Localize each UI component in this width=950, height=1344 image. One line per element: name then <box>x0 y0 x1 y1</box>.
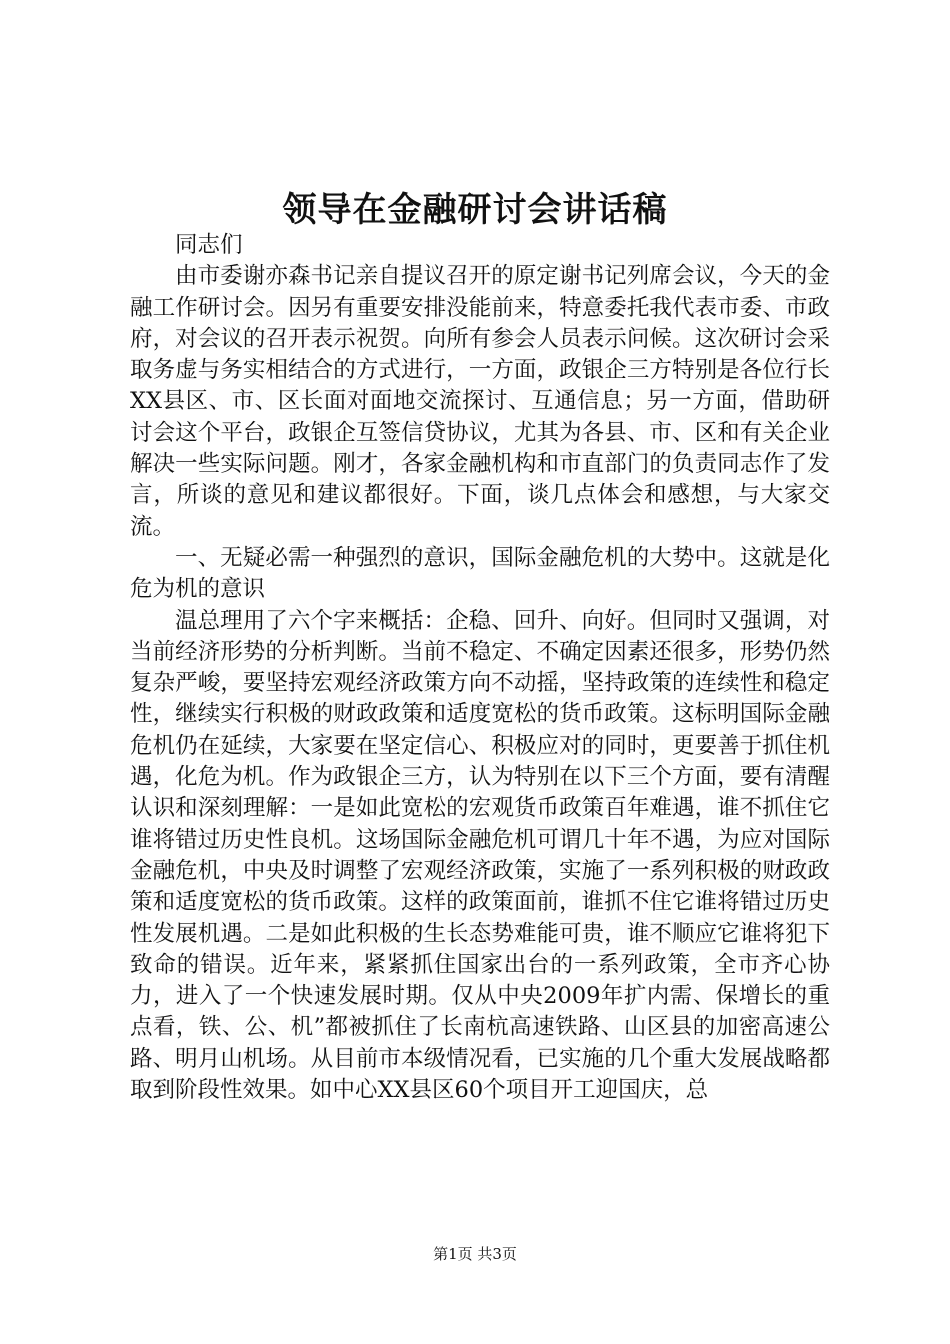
body-paragraph: 温总理用了六个字来概括：企稳、回升、向好。但同时又强调，对当前经济形势的分析判断。当前不稳定、不确定因素还很多，形势仍然复杂严峻，要坚持宏观经济政策方向不动摇，坚持政策的连续性和稳定性，继续实行积极的财政政策和适度宽松的货币政策。这标明国际金融危机仍在延续，大家要在坚定信心、积极应对的同时，更要善于抓住机遇，化危为机。作为政银企三方，认为特别在以下三个方面，要有清醒认识和深刻理解：一是如此宽松的宏观货币政策百年难遇，谁不抓住它谁将错过历史性良机。这场国际金融危机可谓几十年不遇，为应对国际金融危机，中央及时调整了宏观经济政策，实施了一系列积极的财政政策和适度宽松的货币政策。这样的政策面前，谁抓不住它谁将错过历史性发展机遇。二是如此积极的生长态势难能可贵，谁不顺应它谁将犯下致命的错误。近年来，紧紧抓住国家出台的一系列政策，全市齐心协力，进入了一个快速发展时期。仅从中央2009年扩内需、保增长的重点看，铁、公、机”都被抓住了长南杭高速铁路、山区县的加密高速公路、明月山机场。从目前市本级情况看，已实施的几个重大发展战略都取到阶段性效果。如中心XX县区60个项目开工迎国庆，总 <box>130 607 830 1104</box>
document-title: 领导在金融研讨会讲话稿 <box>282 190 668 230</box>
document-body <box>130 230 830 1106</box>
section-heading-1: 一、无疑必需一种强烈的意识，国际金融危机的大势中。这就是化危为机的意识 <box>130 544 830 603</box>
page-number-footer: 第1页 共3页 <box>433 1245 517 1263</box>
opening-paragraph: 由市委谢亦森书记亲自提议召开的原定谢书记列席会议，今天的金融工作研讨会。因另有重要安排没能前来，特意委托我代表市委、市政府，对会议的召开表示祝贺。向所有参会人员表示问候。这次研讨会采取务虚与务实相结合的方式进行，一方面，政银企三方特别是各位行长XX县区、市、区长面对面地交流探讨、互通信息；另一方面，借助研讨会这个平台，政银企互签信贷协议，尤其为各县、市、区和有关企业解决一些实际问题。刚才，各家金融机构和市直部门的负责同志作了发言，所谈的意见和建议都很好。下面，谈几点体会和感想，与大家交流。 <box>130 263 830 540</box>
salutation-paragraph: 同志们 <box>175 232 243 258</box>
